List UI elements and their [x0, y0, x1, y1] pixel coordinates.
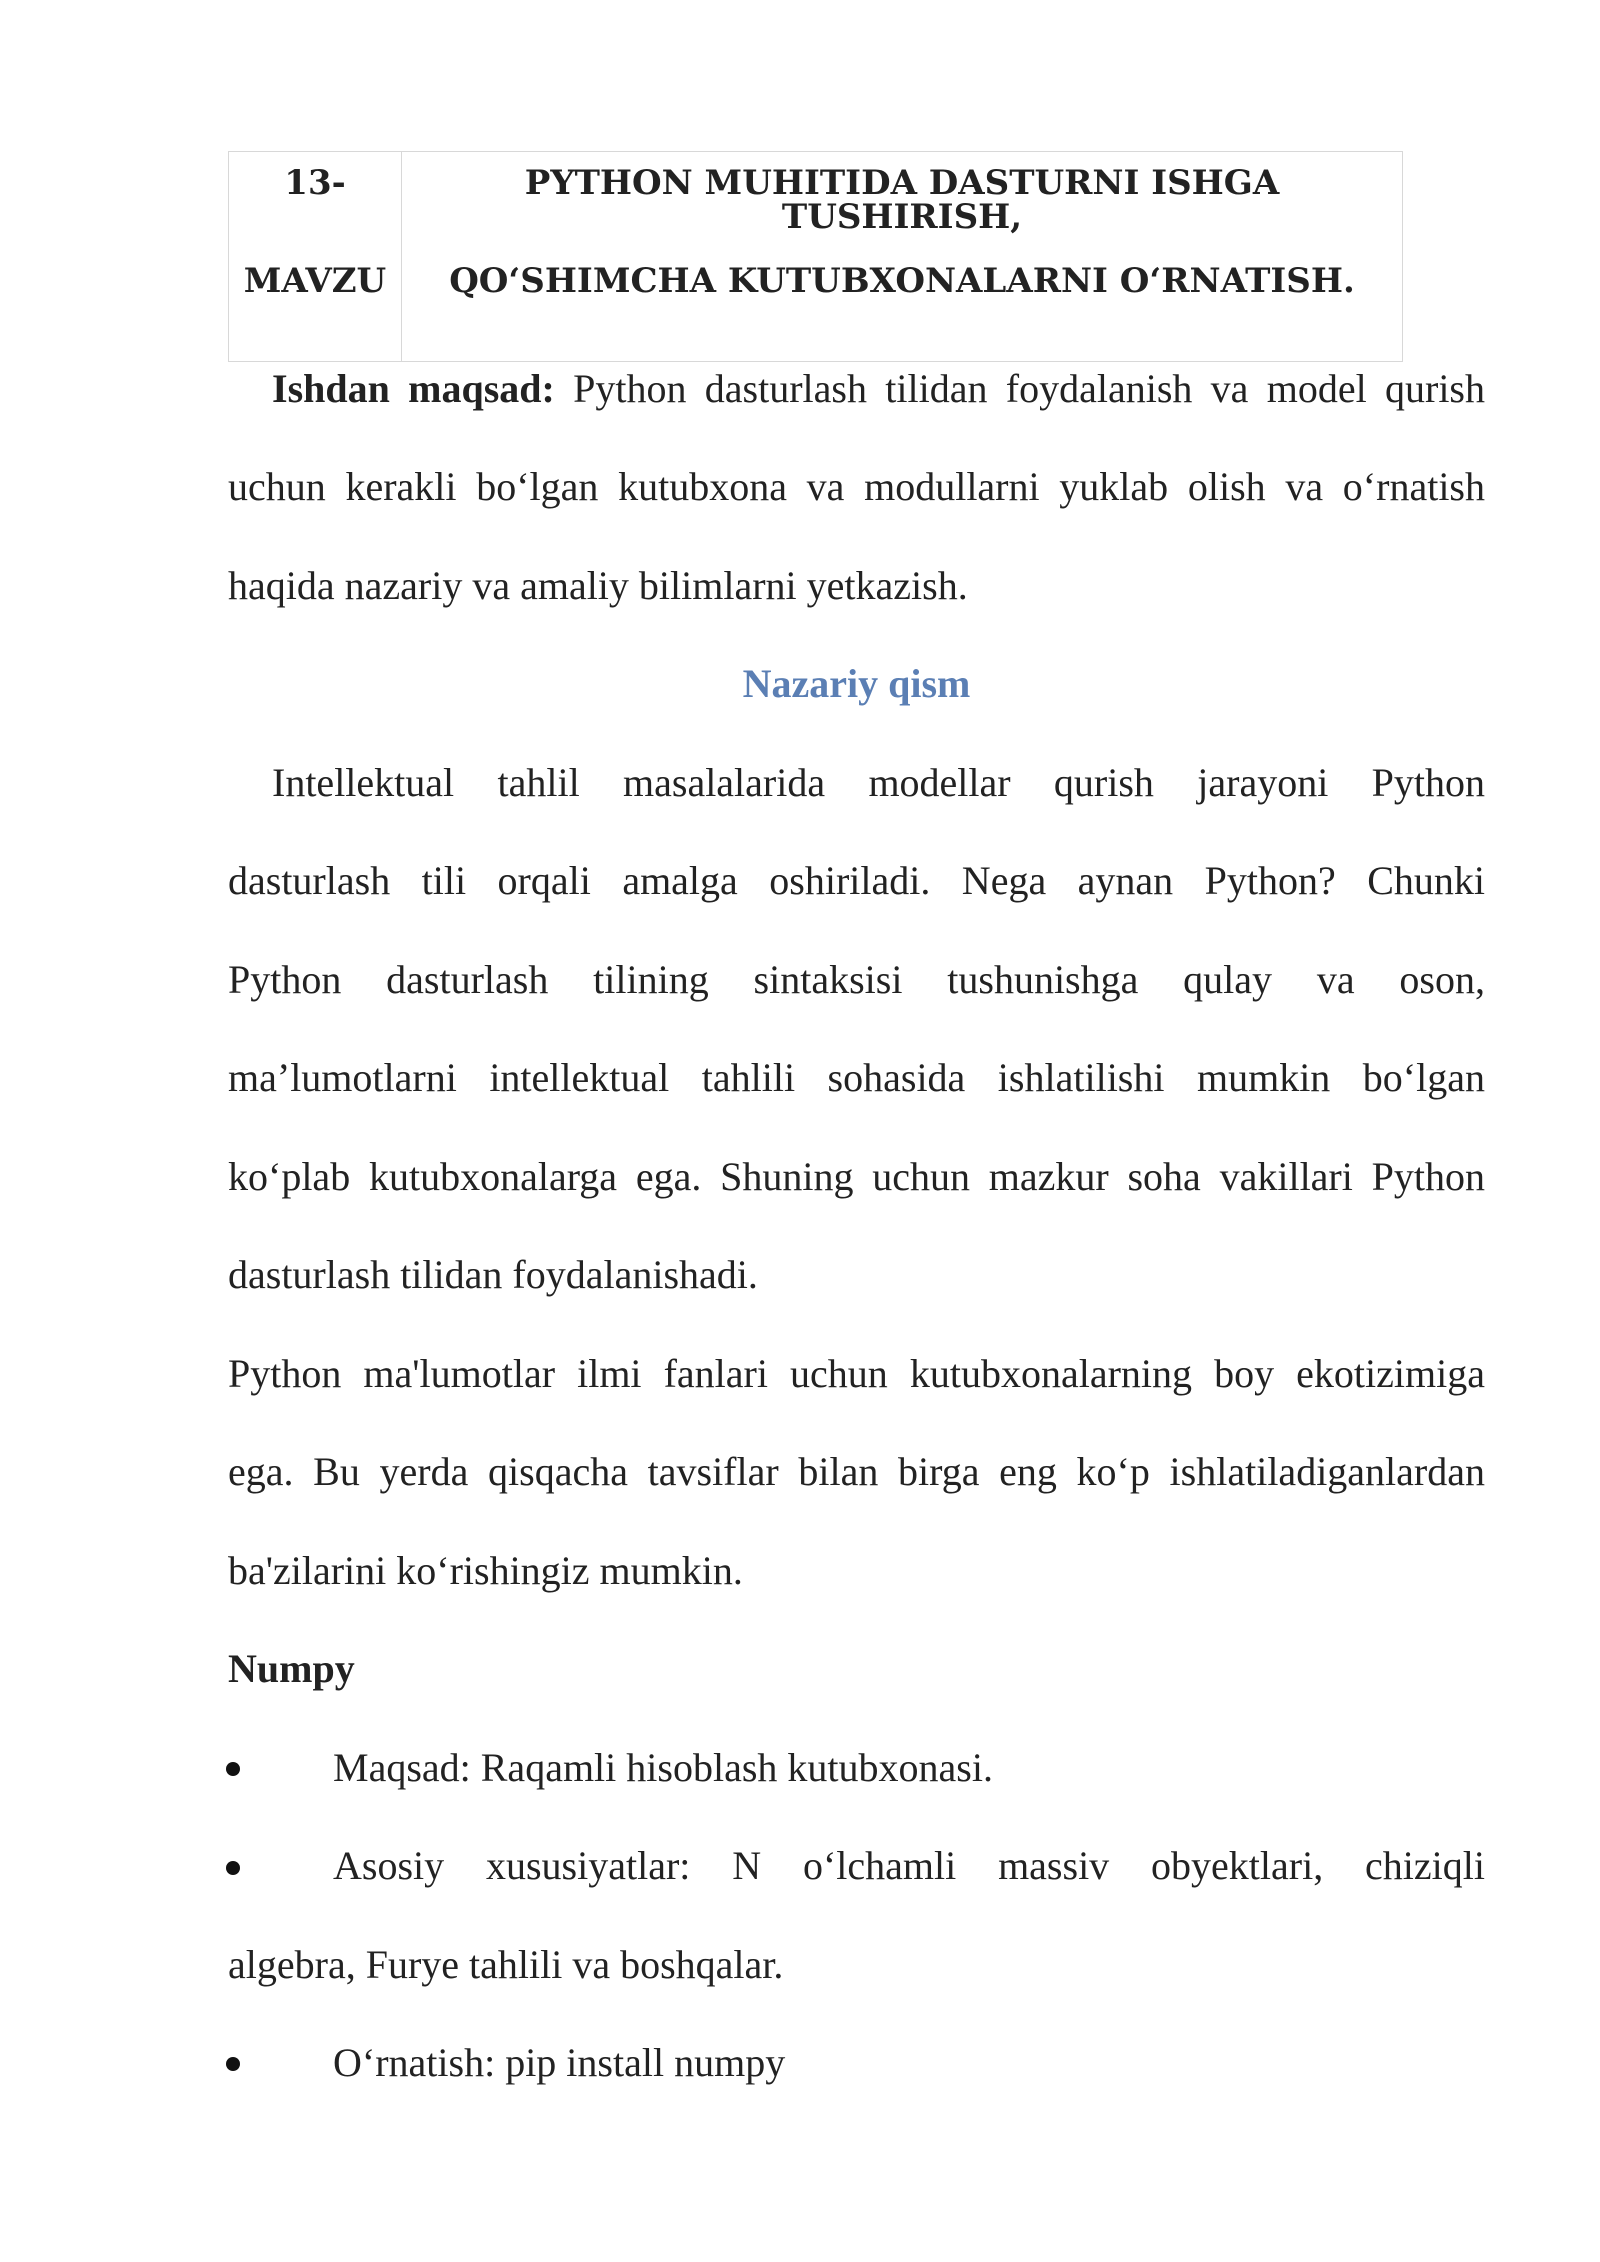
goal-label: Ishdan maqsad: [272, 366, 555, 411]
intro-line: dasturlash tilidan foydalanishadi. [228, 1252, 758, 1297]
topic-label: MAVZU [243, 261, 387, 301]
topic-number: 13- [284, 163, 346, 203]
numpy-bullet-purpose: Maqsad: Raqamli hisoblash kutubxonasi. [333, 1745, 993, 1790]
topic-number-cell [229, 152, 402, 361]
topic-title-table [228, 151, 1403, 362]
numpy-heading: Numpy [228, 1646, 355, 1691]
intro-line: ko‘plab kutubxonalarga ega. Shuning uchun mazkur soha vakillari Python [228, 1154, 1485, 1199]
goal-text-1: Python dasturlash tilidan foydalanish va model qurish [554, 366, 1485, 411]
numpy-bullet-features: Asosiy xususiyatlar: N o‘lchamli massiv obyektlari, chiziqli [333, 1843, 1485, 1888]
intro-line: Python dasturlash tilining sintaksisi tushunishga qulay va oson, [228, 957, 1485, 1002]
topic-title-line1: PYTHON MUHITIDA DASTURNI ISHGA TUSHIRISH, [524, 163, 1280, 237]
ecosystem-line: ega. Bu yerda qisqacha tavsiflar bilan birga eng ko‘p ishlatiladiganlardan [228, 1449, 1485, 1494]
numpy-bullet-features-cont: algebra, Furye tahlili va boshqalar. [228, 1942, 784, 1987]
goal-line-1 [228, 366, 1485, 412]
section-heading: Nazariy qism [742, 661, 971, 706]
goal-line-2: uchun kerakli bo‘lgan kutubxona va modullarni yuklab olish va o‘rnatish [228, 464, 1485, 509]
bullet-icon [226, 2057, 240, 2071]
intro-line: dasturlash tili orqali amalga oshiriladi. Nega aynan Python? Chunki [228, 858, 1485, 903]
goal-line-3: haqida nazariy va amaliy bilimlarni yetkazish. [228, 563, 968, 608]
ecosystem-line: Python ma'lumotlar ilmi fanlari uchun kutubxonalarning boy ekotizimiga [228, 1351, 1485, 1396]
numpy-bullet-install: O‘rnatish: pip install numpy [333, 2040, 786, 2085]
intro-line: Intellektual tahlil masalalarida modellar qurish jarayoni Python [272, 760, 1485, 805]
topic-title-line2: QO‘SHIMCHA KUTUBXONALARNI O‘RNATISH. [449, 261, 1355, 301]
ecosystem-line: ba'zilarini ko‘rishingiz mumkin. [228, 1548, 743, 1593]
bullet-icon [226, 1861, 240, 1875]
intro-line: ma’lumotlarni intellektual tahlili sohasida ishlatilishi mumkin bo‘lgan [228, 1055, 1485, 1100]
topic-title-cell [402, 152, 1402, 361]
bullet-icon [226, 1762, 240, 1776]
